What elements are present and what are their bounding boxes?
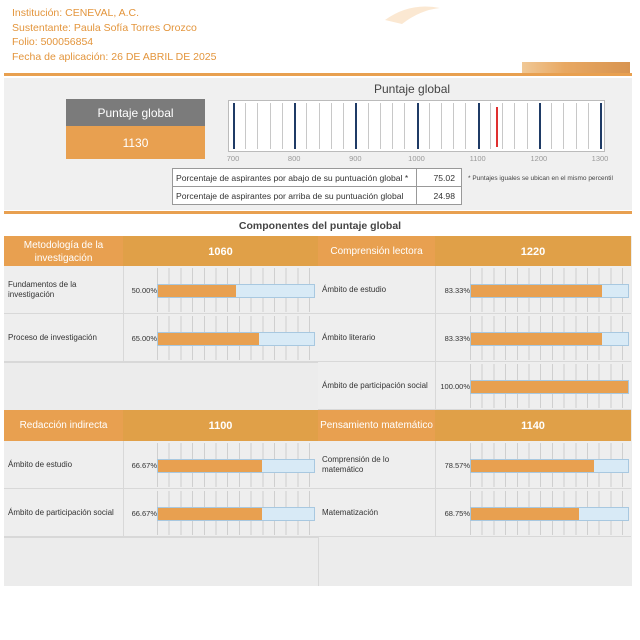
scale-minor-line bbox=[551, 103, 552, 149]
subarea-label: Ámbito de estudio bbox=[8, 460, 73, 469]
scale-minor-line bbox=[588, 103, 589, 149]
subarea-bar-fill bbox=[158, 285, 236, 297]
scale-major-line bbox=[355, 103, 357, 149]
subarea-percent: 50.00% bbox=[131, 286, 157, 295]
institution-text: Institución: CENEVAL, A.C. bbox=[12, 7, 140, 19]
below-percent-value: 75.02 bbox=[417, 169, 462, 187]
table-row bbox=[173, 187, 462, 205]
table-row bbox=[173, 169, 462, 187]
scale-minor-line bbox=[331, 103, 332, 149]
global-score-label: Puntaje global bbox=[66, 99, 205, 126]
grid-divider bbox=[4, 362, 318, 363]
scale-major-line bbox=[294, 103, 296, 149]
subarea-bar bbox=[470, 459, 629, 473]
scale-minor-line bbox=[319, 103, 320, 149]
components-title: Componentes del puntaje global bbox=[238, 220, 402, 232]
scale-minor-line bbox=[527, 103, 528, 149]
subarea-bar bbox=[470, 507, 629, 521]
scale-major-line bbox=[233, 103, 235, 149]
scale-minor-line bbox=[576, 103, 577, 149]
subarea-label: Ámbito literario bbox=[322, 333, 376, 342]
scale-minor-line bbox=[465, 103, 466, 149]
scale-tick-label: 900 bbox=[349, 154, 362, 163]
area-name: Redacción indirecta bbox=[4, 410, 123, 441]
area-name: Comprensión lectora bbox=[318, 236, 435, 267]
components-grid bbox=[4, 236, 632, 586]
logo-swoosh-icon bbox=[380, 0, 460, 26]
subarea-bar-fill bbox=[471, 381, 628, 393]
subarea-percent: 65.00% bbox=[131, 334, 157, 343]
subarea-percent: 78.57% bbox=[444, 461, 470, 470]
area-score: 1060 bbox=[123, 236, 318, 267]
subarea-percent: 100.00% bbox=[440, 382, 470, 391]
subarea-bar-fill bbox=[471, 460, 594, 472]
scale-major-line bbox=[600, 103, 602, 149]
global-score-scale bbox=[228, 100, 605, 152]
scale-minor-line bbox=[282, 103, 283, 149]
subarea-percent: 83.33% bbox=[444, 334, 470, 343]
scale-tick-label: 1300 bbox=[591, 154, 609, 163]
global-score-title: Puntaje global bbox=[374, 82, 451, 96]
scale-minor-line bbox=[368, 103, 369, 149]
percentile-footnote: * Puntajes iguales se ubican en el mismo percentil bbox=[468, 175, 613, 182]
subarea-bar-fill bbox=[158, 508, 262, 520]
scale-minor-line bbox=[257, 103, 258, 149]
candidate-info bbox=[12, 6, 216, 64]
folio-text: Folio: 500056854 bbox=[12, 36, 94, 49]
area-score: 1140 bbox=[435, 410, 631, 441]
score-marker bbox=[496, 107, 498, 147]
subarea-bar bbox=[157, 332, 315, 346]
subarea-percent: 68.75% bbox=[444, 509, 470, 518]
subarea-label: Ámbito de participación social bbox=[322, 381, 428, 390]
scale-tick-label: 800 bbox=[287, 154, 301, 163]
global-score-value: 1130 bbox=[66, 126, 205, 159]
scale-minor-line bbox=[245, 103, 246, 149]
subarea-bar bbox=[157, 459, 315, 473]
scale-minor-line bbox=[306, 103, 307, 149]
scale-minor-line bbox=[502, 103, 503, 149]
subarea-label: Matematización bbox=[322, 508, 379, 517]
subarea-label: Comprensión de lo matemático bbox=[322, 455, 390, 474]
header-divider bbox=[4, 73, 632, 76]
area-name: Metodología de la investigación bbox=[4, 236, 123, 267]
percentile-table bbox=[172, 168, 462, 205]
subarea-label: Ámbito de participación social bbox=[8, 508, 114, 517]
scale-major-line bbox=[539, 103, 541, 149]
scale-tick-label: 1000 bbox=[408, 154, 425, 163]
subarea-percent: 83.33% bbox=[444, 286, 470, 295]
subarea-percent: 66.67% bbox=[131, 509, 157, 518]
subarea-bar-fill bbox=[158, 460, 262, 472]
subarea-bar-fill bbox=[158, 333, 259, 345]
subarea-bar bbox=[157, 284, 315, 298]
scale-minor-line bbox=[270, 103, 271, 149]
scale-tick-label: 700 bbox=[226, 154, 240, 163]
subarea-label: Fundamentos de la investigación bbox=[8, 280, 77, 299]
subarea-percent: 66.67% bbox=[131, 461, 157, 470]
subarea-bar-fill bbox=[471, 285, 602, 297]
scale-minor-line bbox=[490, 103, 491, 149]
grid-divider bbox=[318, 537, 319, 586]
above-percent-label: Porcentaje de aspirantes por arriba de su puntuación global bbox=[173, 187, 417, 205]
scale-minor-line bbox=[404, 103, 405, 149]
subarea-bar bbox=[470, 284, 629, 298]
above-percent-value: 24.98 bbox=[417, 187, 462, 205]
area-name: Pensamiento matemático bbox=[318, 410, 435, 441]
candidate-name: Sustentante: Paula Sofía Torres Orozco bbox=[12, 21, 197, 34]
below-percent-label: Porcentaje de aspirantes por abajo de su puntuación global * bbox=[173, 169, 417, 187]
subarea-bar bbox=[470, 380, 629, 394]
scale-minor-line bbox=[380, 103, 381, 149]
report-header bbox=[0, 0, 640, 74]
scale-minor-line bbox=[563, 103, 564, 149]
scale-tick-label: 1100 bbox=[469, 154, 486, 163]
scale-minor-line bbox=[514, 103, 515, 149]
section-divider bbox=[4, 211, 632, 214]
scale-minor-line bbox=[343, 103, 344, 149]
scale-minor-line bbox=[392, 103, 393, 149]
scale-tick-label: 1200 bbox=[530, 154, 548, 163]
subarea-bar bbox=[470, 332, 629, 346]
subarea-label: Ámbito de estudio bbox=[322, 285, 387, 294]
subarea-bar-fill bbox=[471, 508, 579, 520]
area-score: 1100 bbox=[123, 410, 318, 441]
scale-minor-line bbox=[441, 103, 442, 149]
scale-major-line bbox=[478, 103, 480, 149]
subarea-bar bbox=[157, 507, 315, 521]
scale-major-line bbox=[417, 103, 419, 149]
scale-minor-line bbox=[429, 103, 430, 149]
application-date: Fecha de aplicación: 26 DE ABRIL DE 2025 bbox=[12, 50, 217, 63]
area-score: 1220 bbox=[435, 236, 631, 267]
subarea-bar-fill bbox=[471, 333, 602, 345]
scale-minor-line bbox=[453, 103, 454, 149]
subarea-label: Proceso de investigación bbox=[8, 333, 97, 342]
grid-divider bbox=[4, 537, 318, 538]
